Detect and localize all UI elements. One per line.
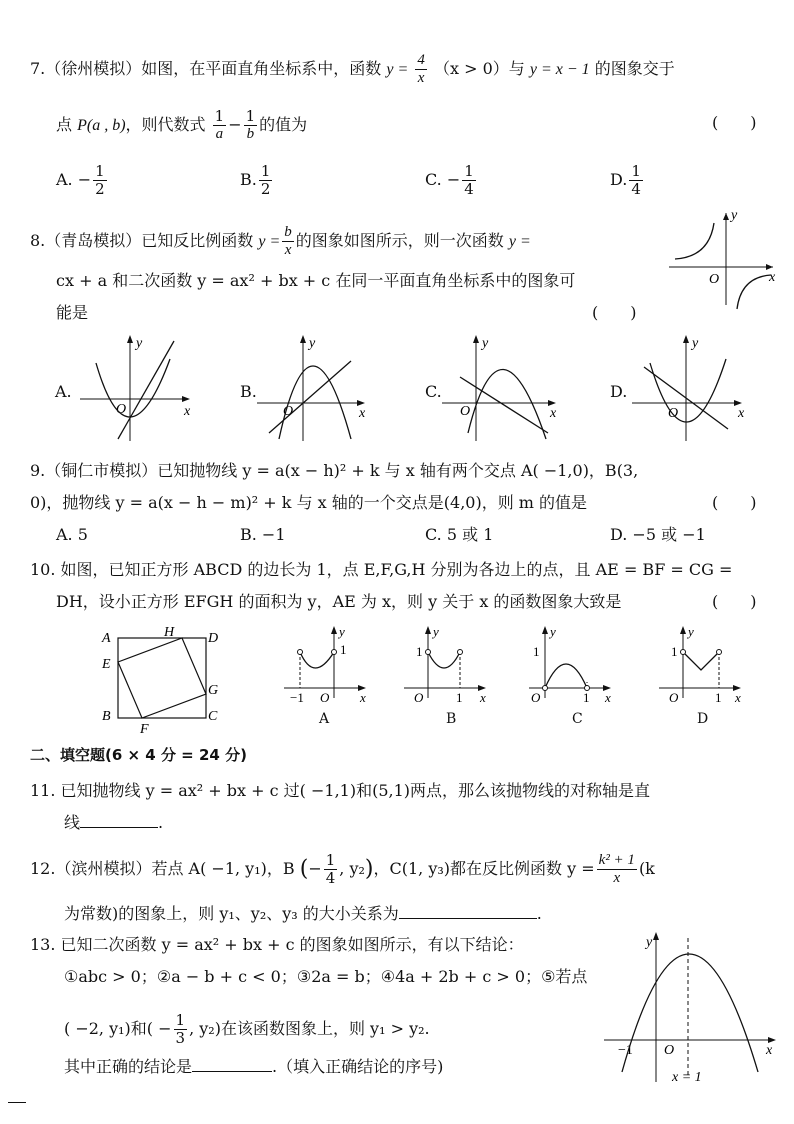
svg-text:x: x (766, 1043, 773, 1058)
q8-reference-graph (665, 205, 783, 315)
svg-text:y: y (433, 624, 439, 639)
svg-text:O: O (709, 272, 720, 287)
svg-text:O: O (460, 404, 471, 419)
svg-text:x: x (605, 690, 611, 705)
frac-den: 4 (325, 869, 336, 887)
q11-end: . (158, 813, 164, 832)
svg-text:x: x (184, 404, 191, 419)
q13-answer-blank[interactable] (192, 1057, 272, 1072)
frac-den: 4 (631, 180, 641, 198)
frac-num: 1 (464, 162, 474, 180)
svg-text:1: 1 (456, 690, 463, 705)
q12-answer-blank[interactable] (399, 904, 537, 919)
q10-option-a-label[interactable]: A (319, 711, 330, 727)
q10-line1: 10. 如图，已知正方形 ABCD 的边长为 1，点 E,F,G,H 分别为各边上的点，且 AE = BF = CG = (30, 560, 733, 579)
svg-text:O: O (668, 406, 679, 421)
q12-end: . (536, 904, 542, 923)
svg-text:x: x (359, 406, 366, 421)
q10-answer-paren: ( ) (712, 592, 757, 611)
q13-text: , y₂)在该函数图象上，则 y₁ > y₂. (189, 1019, 430, 1038)
svg-text:x: x (769, 270, 776, 285)
q7-source: （徐州模拟） (45, 59, 142, 78)
q12-line1: 12.（滨州模拟）若点 A( −1, y₁)，B (− $\frac{1}{4}$ , y₂)，C(1, y₃)都在反比例函数 y = $\frac{\text{k² + 1}}{x}$ (k (30, 851, 655, 887)
q9-option-a[interactable]: A. 5 (56, 525, 88, 544)
q13-text: .（填入正确结论的序号) (272, 1057, 444, 1076)
q8-text: 已知反比例函数 (141, 231, 254, 250)
q8-option-c-label[interactable]: C. (425, 382, 442, 401)
section-title-fill-blank: 二、填空题(6 × 4 分 = 24 分) (30, 746, 247, 764)
vertex-label-d: D (208, 631, 219, 646)
vertex-label-b: B (102, 709, 111, 724)
q7-option-d[interactable] (610, 163, 645, 198)
q8-option-b-graph[interactable] (255, 333, 377, 445)
q10-option-d-label[interactable]: D (697, 711, 709, 727)
q7-frac-1a: $\frac{1}{a}$ (214, 107, 225, 142)
q13-text: ( −2, y₁)和( − (64, 1019, 172, 1038)
frac-den: 2 (95, 180, 105, 198)
q12-text: ，C(1, y₃)都在反比例函数 y = (373, 859, 595, 878)
frac-num: b (284, 224, 292, 240)
option-label: C. (425, 170, 442, 189)
vertex-label-e: E (102, 657, 111, 672)
option-sign: − (77, 170, 92, 189)
option-label: D. (610, 170, 628, 189)
q7-text: ，则代数式 (125, 115, 206, 134)
q8-option-d-label[interactable]: D. (610, 382, 628, 401)
q7-text: （x > 0）与 (433, 59, 525, 78)
q10-option-b-label[interactable]: B (446, 711, 457, 727)
q7-point: P(a , b) (77, 117, 126, 134)
vertex-label-a: A (102, 631, 111, 646)
frac-den: 4 (464, 180, 474, 198)
q10-square-figure (98, 622, 222, 736)
q9-line1: 9.（铜仁市模拟）已知抛物线 y = a(x − h)² + k 与 x 轴有两个交点 A( −1,0)，B(3, (30, 461, 639, 480)
q7-text: 的图象交于 (594, 59, 675, 78)
q7-line1 (30, 52, 675, 87)
q8-option-a-graph[interactable] (78, 333, 200, 445)
q7-func: y = x − 1 (529, 61, 590, 78)
q7-option-b[interactable] (240, 163, 274, 198)
svg-text:1: 1 (533, 644, 540, 659)
vertex-label-f: F (140, 722, 149, 736)
q7-frac-1b: $\frac{1}{b}$ (245, 107, 256, 142)
svg-text:x: x (738, 406, 745, 421)
svg-text:O: O (531, 690, 541, 705)
frac-num: 1 (95, 162, 105, 180)
frac-den: x (284, 242, 292, 258)
svg-text:−1: −1 (618, 1043, 633, 1058)
q7-line2: 点 P(a , b)，则代数式 $\frac{1}{a}$ − $\frac{1}{b}$ 的值为 (56, 107, 308, 142)
svg-text:1: 1 (416, 644, 423, 659)
svg-text:y: y (646, 935, 653, 950)
svg-text:x: x (735, 690, 741, 705)
option-sign: − (446, 170, 461, 189)
svg-text:x: x (360, 690, 366, 705)
frac-den: x (613, 870, 621, 886)
svg-text:O: O (664, 1043, 675, 1058)
q7-option-c[interactable] (425, 163, 478, 198)
svg-text:y: y (731, 208, 738, 223)
q7-text: 点 (56, 115, 73, 134)
q10-line2: DH，设小正方形 EFGH 的面积为 y，AE 为 x，则 y 关于 x 的函数图象大致是 (56, 592, 622, 611)
q12-line2 (64, 903, 542, 925)
q8-number: 8. (30, 231, 46, 250)
svg-text:1: 1 (583, 690, 590, 705)
svg-text:O: O (669, 690, 679, 705)
vertex-label-c: C (208, 709, 218, 724)
q12-k-fraction (597, 852, 637, 887)
q8-option-b-label[interactable]: B. (240, 382, 257, 401)
vertex-label-g: G (208, 683, 219, 698)
q13-line2: ①abc > 0；②a − b + c < 0；③2a = b；④4a + 2b + c > 0；⑤若点 (64, 967, 588, 986)
q7-option-a[interactable] (56, 163, 109, 198)
frac-den: 3 (175, 1029, 186, 1047)
svg-text:O: O (116, 402, 127, 417)
svg-text:y: y (309, 336, 316, 351)
svg-text:y: y (482, 336, 489, 351)
q12-text: 为常数)的图象上，则 y₁、y₂、y₃ 的大小关系为 (64, 904, 399, 923)
svg-text:O: O (320, 690, 330, 705)
frac-num: k² + 1 (598, 852, 635, 868)
q7-fraction (415, 52, 427, 87)
q9-answer-paren: ( ) (712, 493, 757, 512)
svg-text:x: x (550, 406, 557, 421)
frac-num: 1 (325, 851, 336, 869)
vertex-label-h: H (164, 625, 175, 640)
q13-line1: 13. 已知二次函数 y = ax² + bx + c 的图象如图所示，有以下结论： (30, 935, 524, 954)
svg-text:x: x (480, 690, 486, 705)
q7-number: 7. (30, 59, 46, 78)
frac-num: 4 (417, 52, 425, 68)
svg-text:y: y (692, 336, 699, 351)
q11-answer-blank[interactable] (80, 813, 158, 828)
q10-option-c-label[interactable]: C (572, 711, 583, 727)
option-label: B. (240, 170, 257, 189)
q7-y-equals: y = (386, 61, 409, 78)
q9-line2: 0)，抛物线 y = a(x − h − m)² + k 与 x 轴的一个交点是(4,0)，则 m 的值是 (30, 493, 588, 512)
q8-line2: cx + a 和二次函数 y = ax² + bx + c 在同一平面直角坐标系中的图象可 (56, 271, 576, 290)
svg-text:1: 1 (715, 690, 722, 705)
svg-text:1: 1 (340, 642, 347, 657)
q7-text: 如图，在平面直角坐标系中，函数 (141, 59, 382, 78)
q12-text: 12.（滨州模拟）若点 A( −1, y₁)，B (30, 859, 295, 878)
frac-num: 1 (631, 162, 641, 180)
q7-text: 的值为 (259, 115, 308, 134)
svg-text:y: y (550, 624, 556, 639)
svg-text:−1: −1 (290, 690, 304, 705)
svg-text:y: y (136, 336, 143, 351)
svg-text:O: O (414, 690, 424, 705)
q9-option-b[interactable]: B. −1 (240, 525, 286, 544)
q8-option-c-graph[interactable] (440, 333, 570, 445)
q12-b-sign: − (308, 859, 322, 878)
frac-den: x (417, 70, 425, 86)
q13-text: 其中正确的结论是 (64, 1057, 193, 1076)
q12-text: (k (638, 859, 655, 878)
frac-num: 1 (260, 162, 271, 180)
q8-fraction (282, 224, 294, 259)
axis-of-symmetry-label: x = 1 (672, 1070, 702, 1085)
page-mark (8, 1102, 26, 1103)
q8-source: （青岛模拟） (45, 231, 142, 250)
q11-line2 (64, 812, 163, 834)
q8-option-a-label[interactable]: A. (55, 382, 72, 401)
q13-line4 (64, 1056, 443, 1078)
svg-text:y: y (339, 624, 345, 639)
svg-text:y: y (688, 624, 694, 639)
q11-line1: 11. 已知抛物线 y = ax² + bx + c 过( −1,1)和(5,1)两点，那么该抛物线的对称轴是直 (30, 781, 651, 800)
q8-line3: 能是 (56, 303, 89, 322)
q11-text: 线 (64, 813, 81, 832)
q9-option-c[interactable]: C. 5 或 1 (425, 525, 494, 544)
q12-b-tail: , y₂ (339, 859, 365, 878)
q9-option-d[interactable]: D. −5 或 −1 (610, 525, 706, 544)
option-label: A. (56, 170, 73, 189)
q8-answer-paren: ( ) (592, 303, 637, 322)
q7-answer-paren: ( ) (712, 113, 757, 132)
q13-line3 (64, 1012, 430, 1047)
svg-text:O: O (283, 404, 294, 419)
q13-parabola-graph (600, 926, 786, 1086)
q8-y-equals: y = (508, 233, 531, 250)
q8-option-d-graph[interactable] (630, 333, 754, 445)
q8-line1: 8.（青岛模拟）已知反比例函数 y = $\frac{b}{x}$ 的图象如图所示，则一次函数 y = (30, 224, 531, 258)
svg-text:1: 1 (671, 644, 678, 659)
q8-text: 的图象如图所示，则一次函数 (295, 231, 504, 250)
frac-den: 2 (260, 180, 271, 198)
frac-num: 1 (175, 1011, 186, 1029)
